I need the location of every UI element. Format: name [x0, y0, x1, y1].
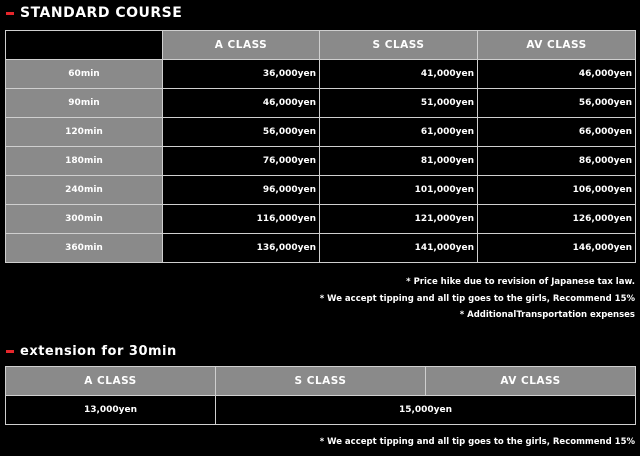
note-tax: * Price hike due to revision of Japanese tax law.: [406, 277, 635, 287]
extension-title-text: extension for 30min: [20, 343, 177, 359]
price-cell-s: 101,000yen: [320, 176, 478, 205]
price-cell-s: 81,000yen: [320, 147, 478, 176]
column-header-s-class: S CLASS: [320, 31, 478, 60]
price-cell-av: 106,000yen: [478, 176, 636, 205]
price-cell-s: 51,000yen: [320, 89, 478, 118]
price-cell-av: 56,000yen: [478, 89, 636, 118]
ext-price-a: 13,000yen: [6, 396, 216, 425]
ext-price-s-av: 15,000yen: [216, 396, 636, 425]
table-row: [6, 89, 636, 118]
price-cell-s: 121,000yen: [320, 205, 478, 234]
duration-cell: 240min: [6, 176, 163, 205]
price-cell-s: 41,000yen: [320, 60, 478, 89]
extension-title: [6, 342, 177, 360]
column-header-av-class: AV CLASS: [478, 31, 636, 60]
price-cell-av: 46,000yen: [478, 60, 636, 89]
column-header-a-class: A CLASS: [163, 31, 320, 60]
price-cell-a: 136,000yen: [163, 234, 320, 263]
price-cell-a: 56,000yen: [163, 118, 320, 147]
table-row: [6, 396, 636, 425]
ext-column-header-av-class: AV CLASS: [426, 367, 636, 396]
price-cell-a: 96,000yen: [163, 176, 320, 205]
note-transportation: * AdditionalTransportation expenses: [459, 310, 635, 320]
corner-cell: [6, 31, 163, 60]
standard-course-title: [6, 4, 182, 22]
duration-cell: 120min: [6, 118, 163, 147]
price-cell-av: 146,000yen: [478, 234, 636, 263]
table-row: [6, 118, 636, 147]
standard-notes: [320, 274, 635, 324]
table-row: [6, 147, 636, 176]
standard-header-row: [6, 31, 636, 60]
extension-table: [5, 366, 636, 425]
price-cell-av: 126,000yen: [478, 205, 636, 234]
price-cell-a: 116,000yen: [163, 205, 320, 234]
standard-course-table: [5, 30, 636, 263]
duration-cell: 300min: [6, 205, 163, 234]
ext-column-header-s-class: S CLASS: [216, 367, 426, 396]
note-tipping: * We accept tipping and all tip goes to the girls, Recommend 15%: [319, 293, 635, 304]
extension-header-row: [6, 367, 636, 396]
note-ext-tipping: * We accept tipping and all tip goes to the girls, Recommend 15%: [319, 437, 635, 447]
price-cell-a: 76,000yen: [163, 147, 320, 176]
standard-course-title-text: STANDARD COURSE: [20, 5, 183, 21]
table-row: [6, 60, 636, 89]
price-cell-s: 141,000yen: [320, 234, 478, 263]
price-cell-s: 61,000yen: [320, 118, 478, 147]
price-cell-a: 36,000yen: [163, 60, 320, 89]
title-dash-icon: [6, 350, 14, 353]
table-row: [6, 205, 636, 234]
price-cell-av: 86,000yen: [478, 147, 636, 176]
price-cell-a: 46,000yen: [163, 89, 320, 118]
duration-cell: 60min: [6, 60, 163, 89]
title-dash-icon: [6, 12, 14, 15]
ext-column-header-a-class: A CLASS: [6, 367, 216, 396]
duration-cell: 360min: [6, 234, 163, 263]
duration-cell: 180min: [6, 147, 163, 176]
duration-cell: 90min: [6, 89, 163, 118]
table-row: [6, 176, 636, 205]
extension-notes: [320, 434, 635, 451]
table-row: [6, 234, 636, 263]
price-cell-av: 66,000yen: [478, 118, 636, 147]
